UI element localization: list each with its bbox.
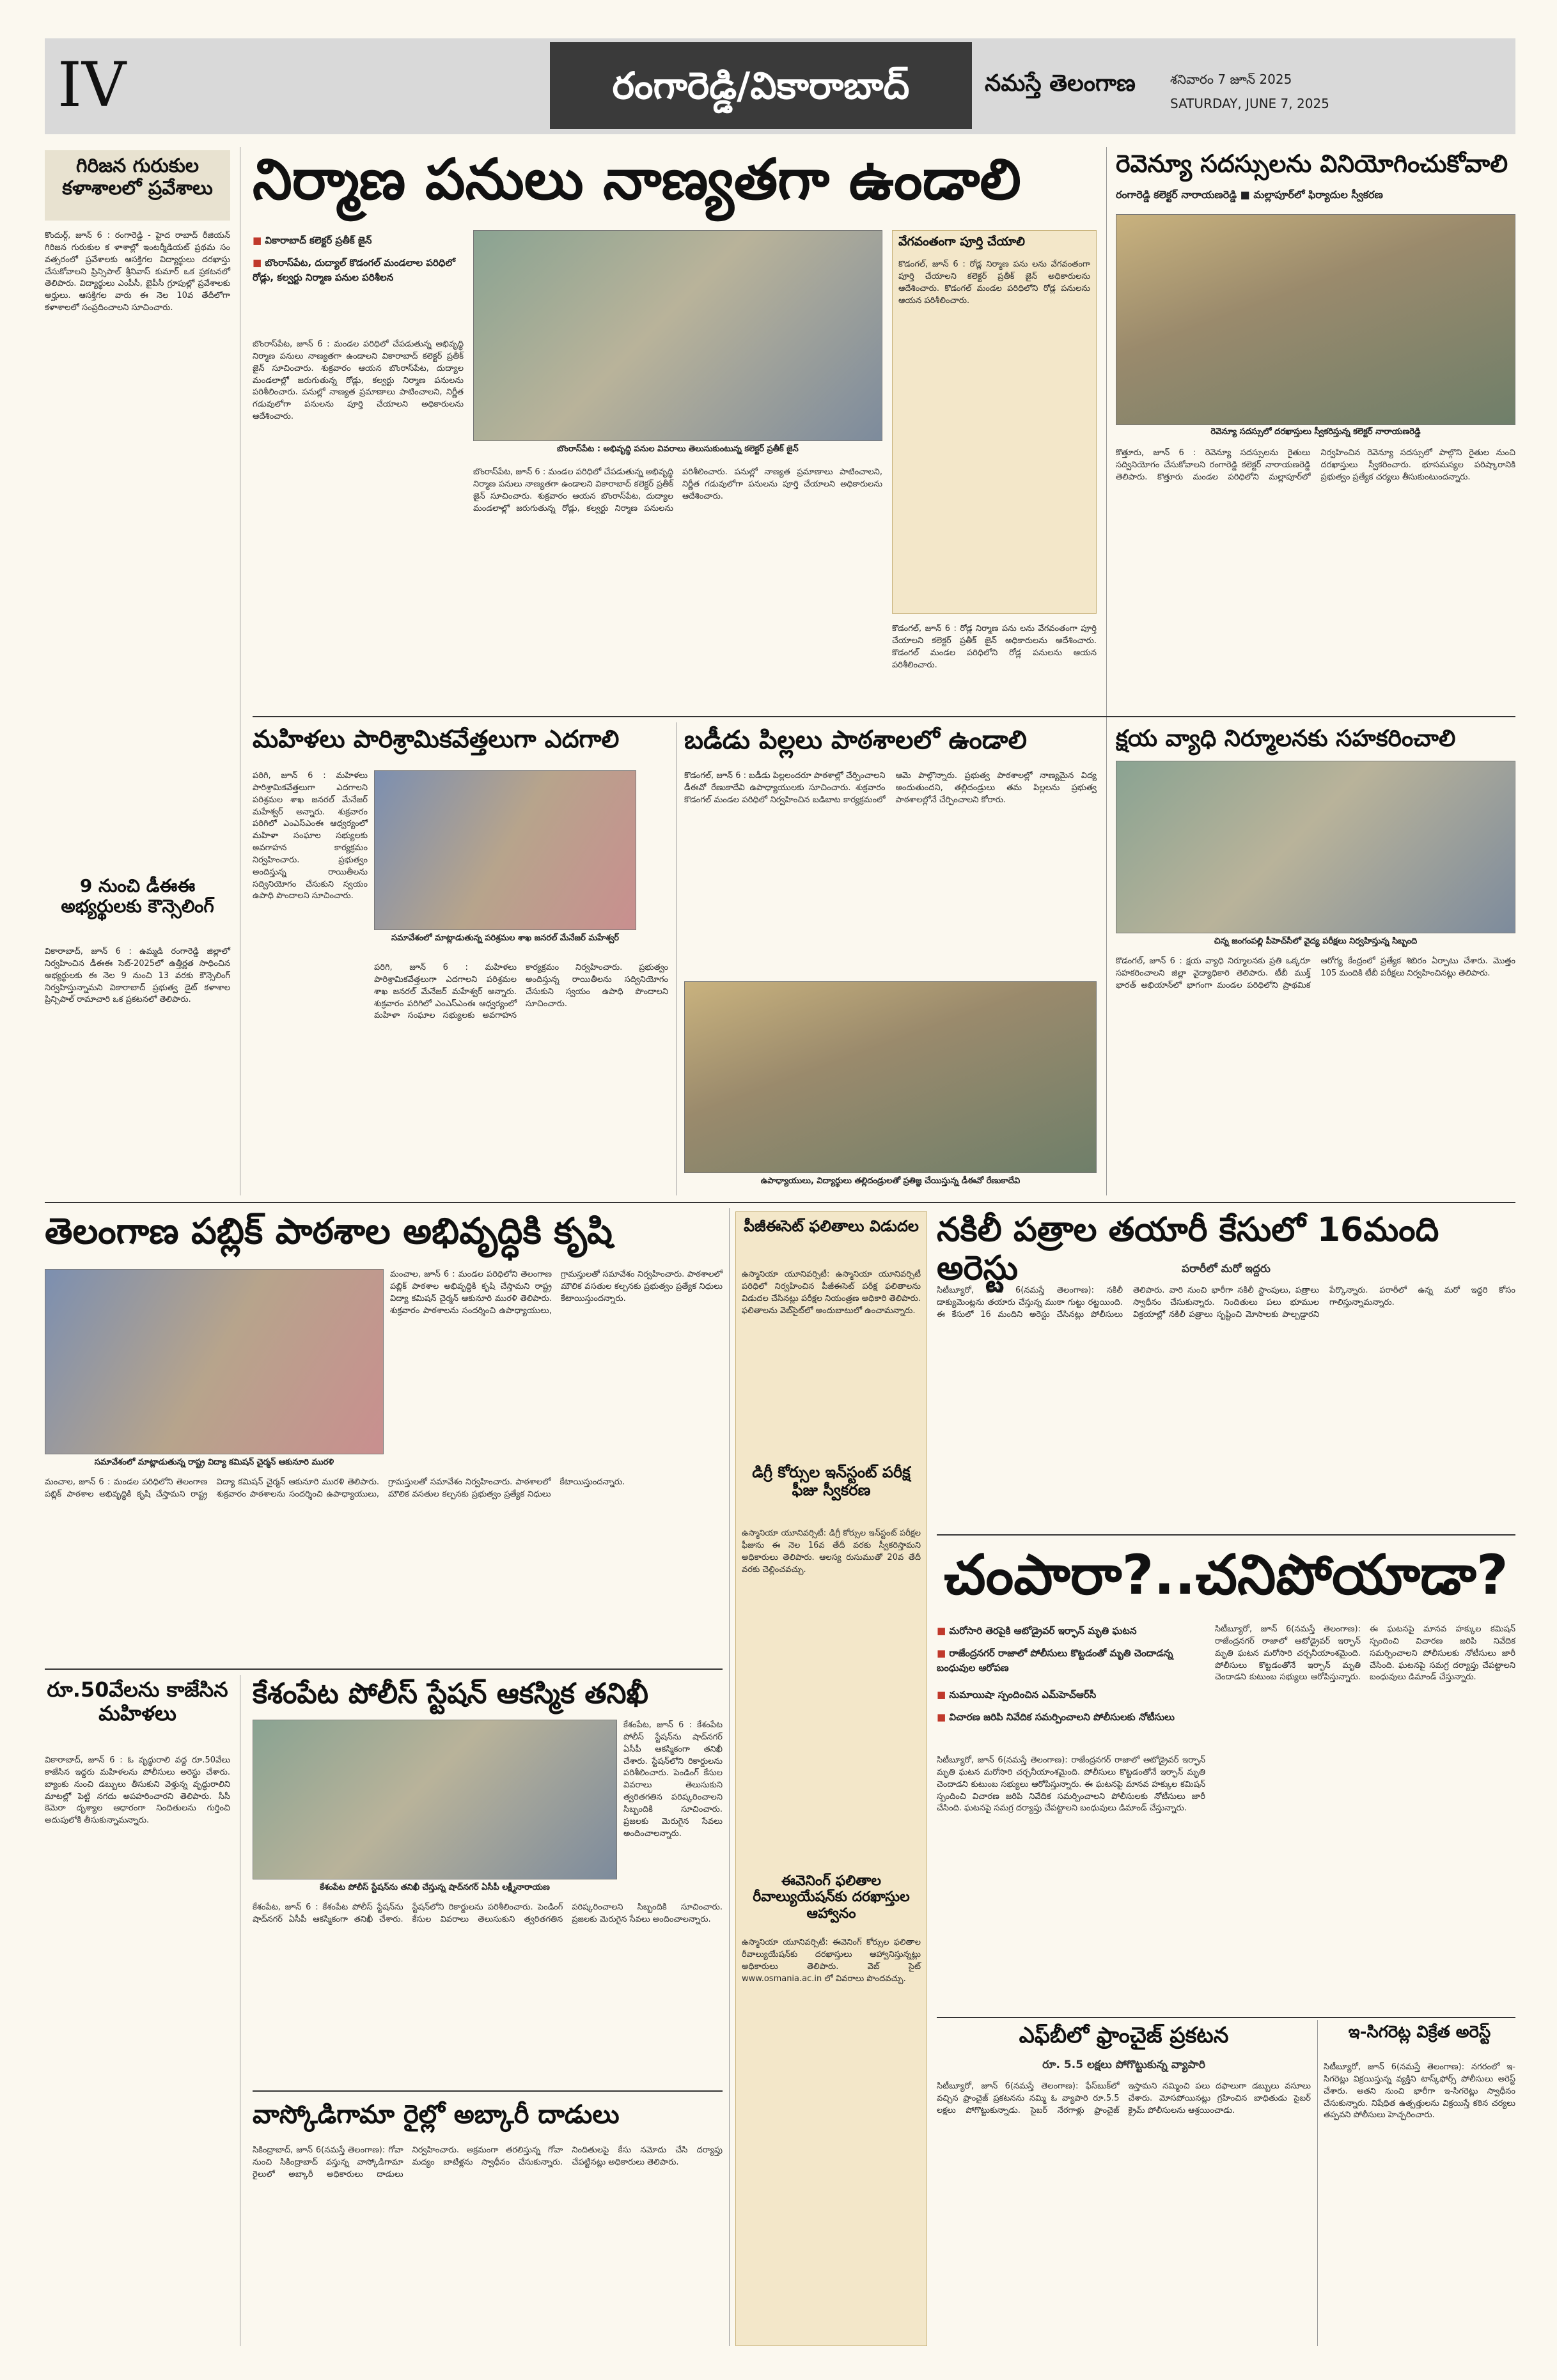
school-body: కొడంగల్, జూన్ 6 : బడీడు పిల్లలందరూ పాఠశాల్లో చేర్పించాలని డీఈవో రేణుకాదేవి ఉపాధ్యాయులకు సూచించారు. శుక్రవారం కొడంగల్ మండల పరిధిలో నిర్వహించిన బడిబాట కార్యక్రమంలో ఆమె పాల్గొన్నారు. ప్రభుత్వ పాఠశాలల్లో నాణ్యమైన విద్య అందుతుందని, తల్లిదండ్రులు తమ పిల్లలను ప్రభుత్వ పాఠశాలల్లోనే చేర్పించాలని కోరారు. (684, 771, 1097, 805)
women-photo-caption: సమావేశంలో మాట్లాడుతున్న పరిశ్రమల శాఖ జనరల్ మేనేజర్ మహేశ్వర్ (391, 933, 619, 943)
lead-photo (473, 230, 882, 441)
tb-headline: క్షయ వ్యాధి నిర్మూలనకు సహకరించాలి (1116, 726, 1456, 752)
section-divider (937, 2017, 1515, 2018)
women50-body: వికారాబాద్, జూన్ 6 : ఓ వృద్ధురాలి వద్ద రూ.50వేలు కాజేసిన ఇద్దరు మహిళలను పోలీసులు అరెస్టు చేశారు. బ్యాంకు నుంచి డబ్బులు తీసుకుని వెళ్తున్న వృద్ధురాలిని మాటల్లో పెట్టి నగదు అపహరించారని తెలిపారు. సీసీ కెమెరా దృశ్యాల ఆధారంగా నిందితులను గుర్తించి అదుపులోకి తీసుకున్నామన్నారు. (45, 1755, 230, 1826)
fake-docs-sub: పరారీలో మరో ఇద్దరు (1182, 1263, 1271, 1275)
revenue-photo-caption: రెవెన్యూ సదస్సులో దరఖాస్తులు స్వీకరిస్తున్న కలెక్టర్ నారాయణరెడ్డి (1210, 427, 1421, 437)
tb-photo-caption: చిన్న జంగంపల్లి పీహెచ్‌సీలో వైద్య పరీక్షలు నిర్వహిస్తున్న సిబ్బంది (1214, 937, 1418, 946)
women50-headline: రూ.50వేలను కాజేసిన మహిళలు (47, 1677, 228, 1725)
telangana-school-headline: తెలంగాణ పబ్లిక్ పాఠశాల అభివృద్ధికి కృషి (45, 1211, 613, 1252)
telangana-school-photo (45, 1269, 384, 1454)
women-body-2: పరిగి, జూన్ 6 : మహిళలు పారిశ్రామికవేత్తలుగా ఎదగాలని పరిశ్రమల శాఖ జనరల్ మేనేజర్ మహేశ్వర్ అన్నారు. శుక్రవారం పరిగిలో ఎంఎస్ఎంఈ ఆధ్వర్యంలో మహిళా సంఘాల సభ్యులకు అవగాహన కార్యక్రమం నిర్వహించారు. ప్రభుత్వం అందిస్తున్న రాయితీలను సద్వినియోగం చేసుకుని స్వయం ఉపాధి పొందాలని సూచించారు. (374, 963, 668, 1021)
keshampet-photo-caption: కేశంపేట పోలీస్ స్టేషన్‌ను తనిఖీ చేస్తున్న షాద్‌నగర్ ఏసీపీ లక్ష్మీనారాయణ (320, 1883, 550, 1892)
lead-bullet-1: ■ వికారాబాద్ కలెక్టర్ ప్రతీక్ జైన్ (253, 233, 464, 253)
lead-body-3: కొడంగల్, జూన్ 6 : రోడ్ల నిర్మాణ పను లను వేగవంతంగా పూర్తి చేయాలని కలెక్టర్ ప్రతీక్ జైన్ అధికారులను ఆదేశించారు. కొడంగల్ మండల పరిధిలోని రోడ్ల పనులను ఆయన పరిశీలించారు. (892, 624, 1097, 670)
keshampet-body: కేశంపేట, జూన్ 6 : కేశంపేట పోలీస్ స్టేషన్‌ను షాద్‌నగర్ ఏసీపీ ఆకస్మికంగా తనిఖీ చేశారు. స్టేషన్‌లోని రికార్డులను పరిశీలించారు. పెండింగ్ కేసుల వివరాలు తెలుసుకుని త్వరితగతిన పరిష్కరించాలని సిబ్బందికి సూచించారు. ప్రజలకు మెరుగైన సేవలు అందించాలన్నారు. (623, 1720, 723, 1839)
champara-body-2: సిటీబ్యూరో, జూన్ 6(నమస్తే తెలంగాణ): రాజేంద్రనగర్ రాజాలో ఆటోడ్రైవర్ ఇర్ఫాన్ మృతి ఘటన మరోసారి చర్చనీయాంశమైంది. పోలీసులు కొట్టడంతోనే ఇర్ఫాన్ మృతి చెందాడని కుటుంబ సభ్యులు ఆరోపిస్తున్నారు. ఈ ఘటనపై మానవ హక్కుల కమిషన్ స్పందించి విచారణ జరిపి నివేదిక సమర్పించాలని పోలీసులకు నోటీసులు జారీ చేసింది. ఘటనపై సమగ్ర దర్యాప్తు చేపట్టాలని బంధువులు డిమాండ్ చేస్తున్నారు. (1215, 1624, 1515, 1683)
school-photo-caption: ఉపాధ్యాయులు, విద్యార్థులు తల్లిదండ్రులతో ప్రతిజ్ఞ చేయిస్తున్న డీఈవో రేణుకాదేవి (760, 1176, 1021, 1186)
page-number: IV (58, 49, 127, 121)
lead-sub-headline: వేగవంతంగా పూర్తి చేయాలి (898, 235, 1025, 249)
section-title: రంగారెడ్డి/వికారాబాద్ (550, 42, 972, 129)
revenue-headline: రెవెన్యూ సదస్సులను వినియోగించుకోవాలి (1116, 150, 1508, 178)
revenue-photo (1116, 214, 1515, 425)
vasco-headline: వాస్కోడిగామా రైల్లో అబ్కారీ దాడులు (253, 2100, 620, 2129)
vasco-body: సికింద్రాబాద్, జూన్ 6(నమస్తే తెలంగాణ): గోవా నుంచి సికింద్రాబాద్ వస్తున్న వాస్కోడిగామా రైలులో అబ్కారీ అధికారులు దాడులు నిర్వహించారు. అక్రమంగా తరలిస్తున్న గోవా మద్యం బాటిళ్లను స్వాధీనం చేసుకున్నారు. నిందితులపై కేసు నమోదు చేసి దర్యాప్తు చేపట్టినట్లు అధికారులు తెలిపారు. (253, 2145, 723, 2179)
lead-headline: నిర్మాణ పనులు నాణ్యతగా ఉండాలి (253, 146, 1021, 212)
section-divider (45, 1668, 723, 1670)
pgcet-headline2: డిగ్రీ కోర్సుల ఇన్‌స్టంట్ పరీక్ష ఫీజు స్వీకరణ (752, 1463, 911, 1499)
women-headline: మహిళలు పారిశ్రామికవేత్తలుగా ఎదగాలి (253, 725, 620, 753)
paper-name: నమస్తే తెలంగాణ (985, 70, 1136, 97)
school-headline: బడీడు పిల్లలు పాఠశాలలో ఉండాలి (684, 726, 1027, 755)
telangana-school-body: మంచాల, జూన్ 6 : మండల పరిధిలోని తెలంగాణ పబ్లిక్ పాఠశాల అభివృద్ధికి కృషి చేస్తామని రాష్ట్ర విద్యా కమిషన్ చైర్మన్ ఆకునూరి మురళి తెలిపారు. శుక్రవారం పాఠశాలను సందర్శించి ఉపాధ్యాయులు, గ్రామస్తులతో సమావేశం నిర్వహించారు. పాఠశాలలో మౌలిక వసతుల కల్పనకు ప్రభుత్వం ప్రత్యేక నిధులు కేటాయిస్తుందన్నారు. (390, 1270, 723, 1316)
revenue-sub: రంగారెడ్డి కలెక్టర్ నారాయణరెడ్డి ■ మల్లాపూర్‌లో ఫిర్యాదుల స్వీకరణ (1116, 189, 1383, 201)
tb-photo (1116, 761, 1515, 933)
franchise-body: సిటీబ్యూరో, జూన్ 6(నమస్తే తెలంగాణ): ఫేస్‌బుక్‌లో వచ్చిన ఫ్రాంచైజ్ ప్రకటనను నమ్మి ఓ వ్యాపారి రూ.5.5 లక్షలు పోగొట్టుకున్నాడు. సైబర్ నేరగాళ్లు ఫ్రాంచైజ్ ఇస్తామని నమ్మించి పలు దఫాలుగా డబ్బులు వసూలు చేశారు. మోసపోయినట్లు గ్రహించిన బాధితుడు సైబర్ క్రైమ్ పోలీసులను ఆశ్రయించాడు. (937, 2081, 1311, 2115)
date-te: శనివారం 7 జూన్ 2025 (1170, 72, 1292, 87)
fake-docs-headline: నకిలీ పత్రాల తయారీ కేసులో 16మంది అరెస్టు (937, 1211, 1439, 1287)
col1-headline: గిరిజన గురుకుల కళాశాలలో ప్రవేశాలు (45, 150, 230, 221)
champara-bullet-1: ■ మరోసారి తెరపైకి ఆటోడ్రైవర్ ఇర్ఫాన్ మృతి ఘటన (937, 1624, 1205, 1643)
lead-photo-caption: బొంరాస్‌పేట : అభివృద్ధి పనుల వివరాలు తెలుసుకుంటున్న కలెక్టర్ ప్రతీక్ జైన్ (557, 444, 799, 454)
lead-body-2: బొంరాస్‌పేట, జూన్ 6 : మండల పరిధిలో చేపడుతున్న అభివృద్ధి నిర్మాణ పనులు నాణ్యతగా ఉండాలని వికారాబాద్ కలెక్టర్ ప్రతీక్ జైన్ సూచించారు. శుక్రవారం ఆయన బొంరాస్‌పేట, దుద్యాల మండలాల్లో జరుగుతున్న రోడ్లు, కల్వర్టు నిర్మాణ పనులను పరిశీలించారు. పనుల్లో నాణ్యత ప్రమాణాలు పాటించాలని, నిర్ణీత గడువులోగా పనులను పూర్తి చేయాలని అధికారులను ఆదేశించారు. (473, 467, 882, 513)
keshampet-body-2: కేశంపేట, జూన్ 6 : కేశంపేట పోలీస్ స్టేషన్‌ను షాద్‌నగర్ ఏసీపీ ఆకస్మికంగా తనిఖీ చేశారు. స్టేషన్‌లోని రికార్డులను పరిశీలించారు. పెండింగ్ కేసుల వివరాలు తెలుసుకుని త్వరితగతిన పరిష్కరించాలని సిబ్బందికి సూచించారు. ప్రజలకు మెరుగైన సేవలు అందించాలన్నారు. (253, 1902, 723, 1924)
pgcet-headline: పీజీఈసెట్ ఫలితాలు విడుదల (744, 1217, 919, 1235)
lead-bullet-2: ■ బొంరాస్‌పేట, దుద్యాల్ కొడంగల్ మండలాల పరిధిలో రోడ్లు, కల్వర్టు నిర్మాణ పనుల పరిశీలన (253, 256, 464, 332)
franchise-sub: రూ. 5.5 లక్షలు పోగొట్టుకున్న వ్యాపారి (1042, 2058, 1205, 2071)
keshampet-photo (253, 1720, 617, 1879)
section-divider (937, 1534, 1515, 1536)
pgcet-body2: ఉస్మానియా యూనివర్సిటీ: డిగ్రీ కోర్సుల ఇన్‌స్టంట్ పరీక్షల ఫీజును ఈ నెల 16వ తేదీ వరకు స్వీకరిస్తామని అధికారులు తెలిపారు. ఆలస్య రుసుముతో 20వ తేదీ వరకు చెల్లించవచ్చు. (742, 1528, 921, 1575)
col1-body: కొందుర్గ్, జూన్ 6 : రంగారెడ్డి - హైద రాబాద్ రీజియన్ గిరిజన గురుకుల క ళాశాల్లో ఇంటర్మీడియట్ ప్రథమ సం వత్సరంలో ప్రవేశాలకు ఆసక్తిగల విద్యార్థులు దరఖాస్తు చేసుకోవాలని ప్రిన్సిపాల్ శ్రీనివాస్ కుమార్ ఒక ప్రకటనలో తెలిపారు. విద్యార్థులు ఎంపీసీ, బైపీసీ గ్రూపుల్లో ప్రవేశాలకు అర్హులు. ఆసక్తిగల వారు ఈ నెల 10వ తేదీలోగా కళాశాలలో సంప్రదించాలని సూచించారు. (45, 231, 230, 313)
ecig-headline: ఇ-సిగరెట్ల విక్రేత అరెస్ట్ (1348, 2023, 1491, 2042)
franchise-headline: ఎఫ్‌బీలో ఫ్రాంచైజ్ ప్రకటన (1019, 2023, 1229, 2048)
women-body: పరిగి, జూన్ 6 : మహిళలు పారిశ్రామికవేత్తలుగా ఎదగాలని పరిశ్రమల శాఖ జనరల్ మేనేజర్ మహేశ్వర్ అన్నారు. శుక్రవారం పరిగిలో ఎంఎస్ఎంఈ ఆధ్వర్యంలో మహిళా సంఘాల సభ్యులకు అవగాహన కార్యక్రమం నిర్వహించారు. ప్రభుత్వం అందిస్తున్న రాయితీలను సద్వినియోగం చేసుకుని స్వయం ఉపాధి పొందాలని సూచించారు. (253, 771, 368, 901)
school-photo (684, 981, 1097, 1173)
pgcet-headline3: ఈవెనింగ్ ఫలితాల రీవాల్యుయేషన్‌కు దరఖాస్తుల ఆహ్వానం (753, 1873, 910, 1922)
keshampet-headline: కేశంపేట పోలీస్ స్టేషన్ ఆకస్మిక తనిఖీ (253, 1677, 648, 1710)
lead-sub-body: కొడంగల్, జూన్ 6 : రోడ్ల నిర్మాణ పను లను వేగవంతంగా పూర్తి చేయాలని కలెక్టర్ ప్రతీక్ జైన్ అధికారులను ఆదేశించారు. కొడంగల్ మండల పరిధిలోని రోడ్ల పనులను ఆయన పరిశీలించారు. (898, 260, 1090, 306)
champara-bullet-4: ■ విచారణ జరిపి నివేదిక సమర్పించాలని పోలీసులకు నోటీసులు (937, 1710, 1205, 1748)
women-photo (374, 770, 636, 930)
champara-bullet-2: ■ రాజేంద్రనగర్ రాజాలో పోలీసులు కొట్టడంతో మృతి చెందాడన్న బంధువుల ఆరోపణ (937, 1646, 1205, 1684)
ecig-body: సిటీబ్యూరో, జూన్ 6(నమస్తే తెలంగాణ): నగరంలో ఇ-సిగరెట్లు విక్రయిస్తున్న వ్యక్తిని టాస్క్‌ఫోర్స్ పోలీసులు అరెస్ట్ చేశారు. అతని నుంచి భారీగా ఇ-సిగరెట్లు స్వాధీనం చేసుకున్నారు. నిషేధిత ఉత్పత్తులను విక్రయిస్తే కఠిన చర్యలు తప్పవని పోలీసులు హెచ్చరించారు. (1324, 2062, 1515, 2120)
lead-body: బొంరాస్‌పేట, జూన్ 6 : మండల పరిధిలో చేపడుతున్న అభివృద్ధి నిర్మాణ పనులు నాణ్యతగా ఉండాలని వికారాబాద్ కలెక్టర్ ప్రతీక్ జైన్ సూచించారు. శుక్రవారం ఆయన బొంరాస్‌పేట, దుద్యాల మండలాల్లో జరుగుతున్న రోడ్లు, కల్వర్టు నిర్మాణ పనులను పరిశీలించారు. పనుల్లో నాణ్యత ప్రమాణాలు పాటించాలని, నిర్ణీత గడువులోగా పనులను పూర్తి చేయాలని అధికారులను ఆదేశించారు. (253, 339, 464, 422)
col-divider (729, 1208, 730, 2346)
section-divider (253, 716, 1515, 717)
champara-bullet-3: ■ నుమాయిషా స్పందించిన ఎమ్‌హెచ్‌ఆర్‌సీ (937, 1688, 1205, 1707)
pgcet-body3: ఉస్మానియా యూనివర్సిటీ: ఈవెనింగ్ కోర్సుల ఫలితాల రీవాల్యుయేషన్‌కు దరఖాస్తులు ఆహ్వానిస్తున్నట్లు అధికారులు తెలిపారు. వెబ్ సైట్ www.osmania.ac.in లో వివరాలు పొందవచ్చు. (742, 1938, 921, 1984)
telangana-school-body-2: మంచాల, జూన్ 6 : మండల పరిధిలోని తెలంగాణ పబ్లిక్ పాఠశాల అభివృద్ధికి కృషి చేస్తామని రాష్ట్ర విద్యా కమిషన్ చైర్మన్ ఆకునూరి మురళి తెలిపారు. శుక్రవారం పాఠశాలను సందర్శించి ఉపాధ్యాయులు, గ్రామస్తులతో సమావేశం నిర్వహించారు. పాఠశాలలో మౌలిక వసతుల కల్పనకు ప్రభుత్వం ప్రత్యేక నిధులు కేటాయిస్తుందన్నారు. (45, 1477, 625, 1499)
date-en: SATURDAY, JUNE 7, 2025 (1170, 96, 1329, 111)
revenue-body: కొత్తూరు, జూన్ 6 : రెవెన్యూ సదస్సులను రైతులు సద్వినియోగం చేసుకోవాలని రంగారెడ్డి కలెక్టర్ నారాయణరెడ్డి తెలిపారు. కొత్తూరు మండల పరిధిలోని మల్లాపూర్‌లో నిర్వహించిన రెవెన్యూ సదస్సులో పాల్గొని రైతుల నుంచి దరఖాస్తులు స్వీకరించారు. భూసమస్యల పరిష్కారానికి ప్రభుత్వం ప్రత్యేక చర్యలు తీసుకుంటుందన్నారు. (1116, 448, 1515, 482)
col1-headline2: 9 నుంచి డీఈఈ అభ్యర్థులకు కౌన్సెలింగ్ (61, 875, 214, 917)
champara-headline: చంపారా?..చనిపోయాడా? (944, 1543, 1508, 1607)
col1-body2: వికారాబాద్, జూన్ 6 : ఉమ్మడి రంగారెడ్డి జిల్లాలో నిర్వహించిన డీఈఈ సెట్-2025లో ఉత్తీర్ణత సాధించిన అభ్యర్థులకు ఈ నెల 9 నుంచి 13 వరకు కౌన్సెలింగ్ నిర్వహిస్తున్నామని వికారాబాద్ ప్రభుత్వ డైట్ కళాశాల ప్రిన్సిపాల్ రామాచారి ఒక ప్రకటనలో తెలిపారు. (45, 947, 230, 1005)
champara-body: సిటీబ్యూరో, జూన్ 6(నమస్తే తెలంగాణ): రాజేంద్రనగర్ రాజాలో ఆటోడ్రైవర్ ఇర్ఫాన్ మృతి ఘటన మరోసారి చర్చనీయాంశమైంది. పోలీసులు కొట్టడంతోనే ఇర్ఫాన్ మృతి చెందాడని కుటుంబ సభ్యులు ఆరోపిస్తున్నారు. ఈ ఘటనపై మానవ హక్కుల కమిషన్ స్పందించి విచారణ జరిపి నివేదిక సమర్పించాలని పోలీసులకు నోటీసులు జారీ చేసింది. ఘటనపై సమగ్ర దర్యాప్తు చేపట్టాలని బంధువులు డిమాండ్ చేస్తున్నారు. (937, 1755, 1205, 1814)
col-divider (1106, 147, 1107, 1195)
tb-body: కొడంగల్, జూన్ 6 : క్షయ వ్యాధి నిర్మూలనకు ప్రతి ఒక్కరూ సహకరించాలని జిల్లా వైద్యాధికారి తెలిపారు. టీబీ ముక్త్ భారత్ అభియాన్‌లో భాగంగా మండల పరిధిలోని ప్రాథమిక ఆరోగ్య కేంద్రంలో ప్రత్యేక శిబిరం ఏర్పాటు చేశారు. మొత్తం 105 మందికి టీబీ పరీక్షలు నిర్వహించినట్లు తెలిపారు. (1116, 956, 1515, 990)
section-divider (253, 2090, 723, 2092)
col-divider (1317, 2020, 1318, 2346)
section-divider (45, 1202, 1515, 1203)
fake-docs-body: సిటీబ్యూరో, జూన్ 6(నమస్తే తెలంగాణ): నకిలీ డాక్యుమెంట్లను తయారు చేస్తున్న ముఠా గుట్టు రట్టయింది. ఈ కేసులో 16 మందిని అరెస్టు చేసినట్లు పోలీసులు తెలిపారు. వారి నుంచి భారీగా నకిలీ స్టాంపులు, పత్రాలు స్వాధీనం చేసుకున్నారు. నిందితులు పలు భూముల విక్రయాల్లో నకిలీ పత్రాలు సృష్టించి మోసాలకు పాల్పడ్డారని పేర్కొన్నారు. పరారీలో ఉన్న మరో ఇద్దరి కోసం గాలిస్తున్నామన్నారు. (937, 1286, 1515, 1319)
telangana-school-photo-caption: సమావేశంలో మాట్లాడుతున్న రాష్ట్ర విద్యా కమిషన్ చైర్మన్ ఆకునూరి మురళి (94, 1458, 334, 1467)
pgcet-body: ఉస్మానియా యూనివర్సిటీ: ఉస్మానియా యూనివర్సిటీ పరిధిలో నిర్వహించిన పీజీఈసెట్ పరీక్ష ఫలితాలను విడుదల చేసినట్లు పరీక్షల నియంత్రణ అధికారి తెలిపారు. ఫలితాలను వెబ్‌సైట్‌లో అందుబాటులో ఉంచామన్నారు. (742, 1270, 921, 1316)
